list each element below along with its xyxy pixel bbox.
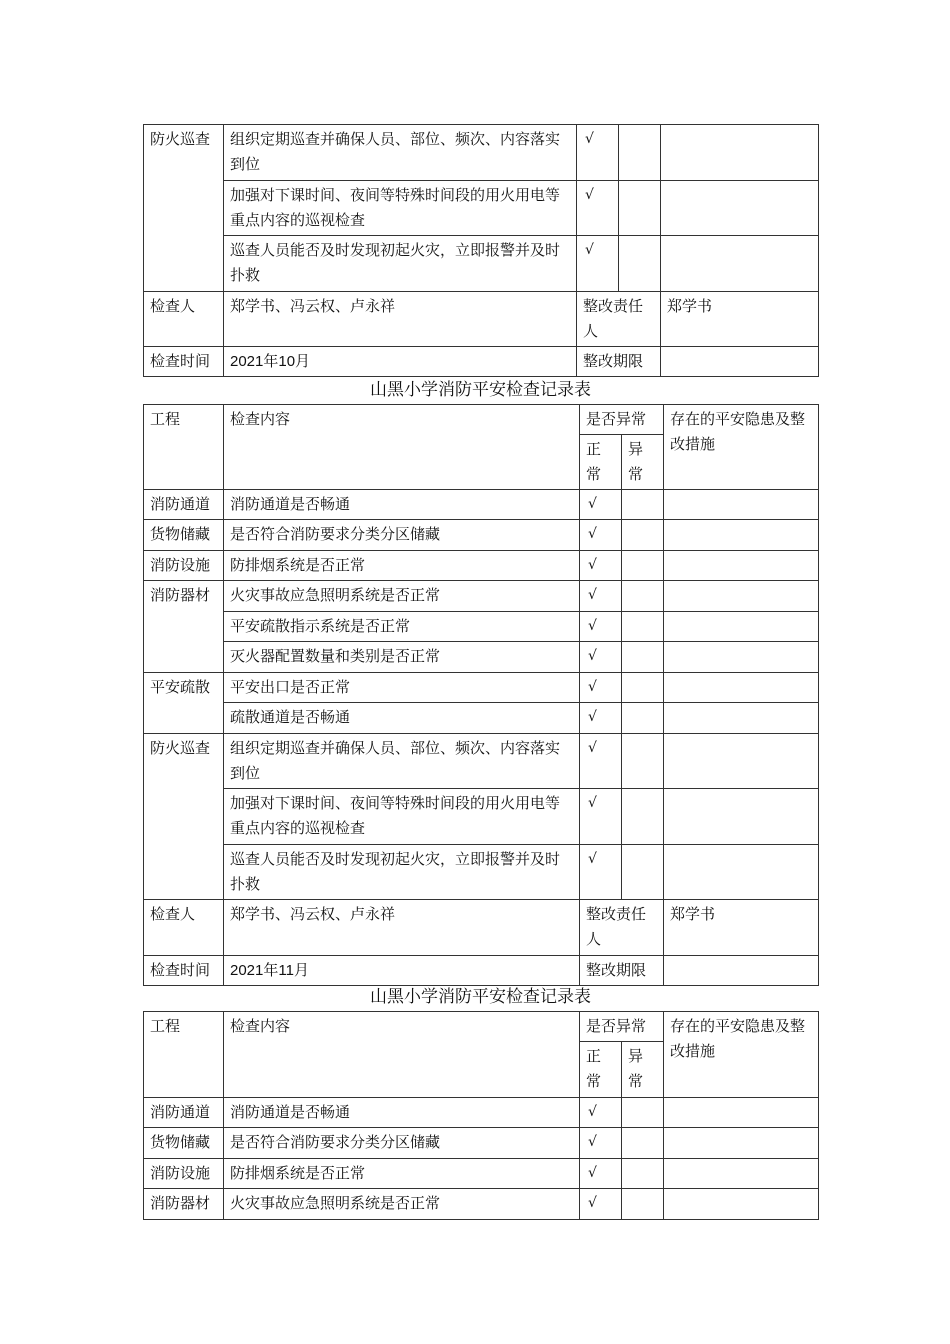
abnormal-cell — [619, 181, 661, 236]
responsible-name: 郑学书 — [664, 900, 819, 956]
header-hazards: 存在的平安隐患及整改措施 — [664, 1012, 819, 1098]
normal-check-mark: √ — [577, 125, 619, 181]
normal-check-mark: √ — [580, 1189, 622, 1220]
responsible-label: 整改责任人 — [580, 900, 664, 956]
time-label: 检查时间 — [144, 956, 224, 986]
hazard-cell — [661, 125, 819, 181]
inspector-names: 郑学书、冯云权、卢永祥 — [224, 292, 577, 347]
abnormal-cell — [622, 673, 664, 703]
category-cell: 消防通道 — [144, 1098, 224, 1128]
check-item: 加强对下课时间、夜间等特殊时间段的用火用电等重点内容的巡视检查 — [224, 789, 580, 845]
abnormal-cell — [622, 642, 664, 673]
header-abnormal-question: 是否异常 — [580, 405, 664, 435]
normal-check-mark: √ — [580, 845, 622, 900]
hazard-cell — [664, 734, 819, 789]
normal-check-mark: √ — [577, 181, 619, 236]
category-cell: 货物储藏 — [144, 1128, 224, 1159]
abnormal-cell — [622, 703, 664, 734]
header-abnormal: 异常 — [622, 1042, 664, 1098]
hazard-cell — [664, 703, 819, 734]
abnormal-cell — [619, 125, 661, 181]
check-item: 巡查人员能否及时发现初起火灾，立即报警并及时扑救 — [224, 845, 580, 900]
check-item: 防排烟系统是否正常 — [224, 551, 580, 581]
normal-check-mark: √ — [580, 703, 622, 734]
category-cell: 消防设施 — [144, 1159, 224, 1189]
hazard-cell — [664, 520, 819, 551]
check-item: 组织定期巡查并确保人员、部位、频次、内容落实到位 — [224, 734, 580, 789]
check-item: 平安疏散指示系统是否正常 — [224, 612, 580, 642]
check-item: 防排烟系统是否正常 — [224, 1159, 580, 1189]
deadline-value — [661, 347, 819, 377]
deadline-label: 整改期限 — [577, 347, 661, 377]
normal-check-mark: √ — [580, 581, 622, 612]
normal-check-mark: √ — [580, 789, 622, 845]
header-content: 检查内容 — [224, 405, 580, 490]
check-item: 消防通道是否畅通 — [224, 1098, 580, 1128]
deadline-label: 整改期限 — [580, 956, 664, 986]
abnormal-cell — [622, 520, 664, 551]
category-cell: 防火巡查 — [144, 734, 224, 900]
category-cell: 平安疏散 — [144, 673, 224, 734]
normal-check-mark: √ — [580, 490, 622, 520]
check-item: 疏散通道是否畅通 — [224, 703, 580, 734]
abnormal-cell — [622, 1159, 664, 1189]
hazard-cell — [664, 789, 819, 845]
record-table — [143, 404, 819, 986]
header-project: 工程 — [144, 405, 224, 490]
inspection-time: 2021年10月 — [224, 347, 577, 377]
record-table-continued — [143, 124, 819, 377]
normal-check-mark: √ — [577, 236, 619, 292]
hazard-cell — [664, 673, 819, 703]
responsible-name: 郑学书 — [661, 292, 819, 347]
form-title: 山黑小学消防平安检查记录表 — [370, 380, 591, 400]
header-abnormal: 异常 — [622, 435, 664, 490]
check-item: 火灾事故应急照明系统是否正常 — [224, 581, 580, 612]
hazard-cell — [664, 1159, 819, 1189]
category-cell: 消防通道 — [144, 490, 224, 520]
abnormal-cell — [622, 551, 664, 581]
normal-check-mark: √ — [580, 642, 622, 673]
header-hazards: 存在的平安隐患及整改措施 — [664, 405, 819, 490]
header-project: 工程 — [144, 1012, 224, 1098]
hazard-cell — [661, 236, 819, 292]
inspector-label: 检查人 — [144, 292, 224, 347]
normal-check-mark: √ — [580, 612, 622, 642]
normal-check-mark: √ — [580, 520, 622, 551]
hazard-cell — [664, 581, 819, 612]
deadline-value — [664, 956, 819, 986]
category-cell: 防火巡查 — [144, 125, 224, 292]
check-item: 是否符合消防要求分类分区储藏 — [224, 1128, 580, 1159]
normal-check-mark: √ — [580, 1159, 622, 1189]
abnormal-cell — [622, 789, 664, 845]
header-normal: 正常 — [580, 1042, 622, 1098]
abnormal-cell — [619, 236, 661, 292]
normal-check-mark: √ — [580, 1098, 622, 1128]
inspector-label: 检查人 — [144, 900, 224, 956]
category-cell: 消防器材 — [144, 1189, 224, 1220]
hazard-cell — [664, 551, 819, 581]
abnormal-cell — [622, 1128, 664, 1159]
normal-check-mark: √ — [580, 734, 622, 789]
time-label: 检查时间 — [144, 347, 224, 377]
hazard-cell — [664, 845, 819, 900]
check-item: 是否符合消防要求分类分区储藏 — [224, 520, 580, 551]
header-content: 检查内容 — [224, 1012, 580, 1098]
abnormal-cell — [622, 581, 664, 612]
abnormal-cell — [622, 612, 664, 642]
abnormal-cell — [622, 845, 664, 900]
hazard-cell — [661, 181, 819, 236]
abnormal-cell — [622, 734, 664, 789]
responsible-label: 整改责任人 — [577, 292, 661, 347]
category-cell: 货物储藏 — [144, 520, 224, 551]
hazard-cell — [664, 612, 819, 642]
abnormal-cell — [622, 1098, 664, 1128]
abnormal-cell — [622, 1189, 664, 1220]
normal-check-mark: √ — [580, 1128, 622, 1159]
hazard-cell — [664, 642, 819, 673]
check-item: 平安出口是否正常 — [224, 673, 580, 703]
hazard-cell — [664, 1189, 819, 1220]
category-cell: 消防设施 — [144, 551, 224, 581]
check-item: 消防通道是否畅通 — [224, 490, 580, 520]
normal-check-mark: √ — [580, 551, 622, 581]
hazard-cell — [664, 1098, 819, 1128]
check-item: 火灾事故应急照明系统是否正常 — [224, 1189, 580, 1220]
header-abnormal-question: 是否异常 — [580, 1012, 664, 1042]
check-item: 组织定期巡查并确保人员、部位、频次、内容落实到位 — [224, 125, 577, 181]
category-cell: 消防器材 — [144, 581, 224, 673]
inspection-time: 2021年11月 — [224, 956, 580, 986]
check-item: 巡查人员能否及时发现初起火灾，立即报警并及时扑救 — [224, 236, 577, 292]
hazard-cell — [664, 1128, 819, 1159]
record-table — [143, 1011, 819, 1220]
inspector-names: 郑学书、冯云权、卢永祥 — [224, 900, 580, 956]
header-normal: 正常 — [580, 435, 622, 490]
hazard-cell — [664, 490, 819, 520]
check-item: 加强对下课时间、夜间等特殊时间段的用火用电等重点内容的巡视检查 — [224, 181, 577, 236]
abnormal-cell — [622, 490, 664, 520]
form-title: 山黑小学消防平安检查记录表 — [370, 987, 591, 1007]
check-item: 灭火器配置数量和类别是否正常 — [224, 642, 580, 673]
normal-check-mark: √ — [580, 673, 622, 703]
